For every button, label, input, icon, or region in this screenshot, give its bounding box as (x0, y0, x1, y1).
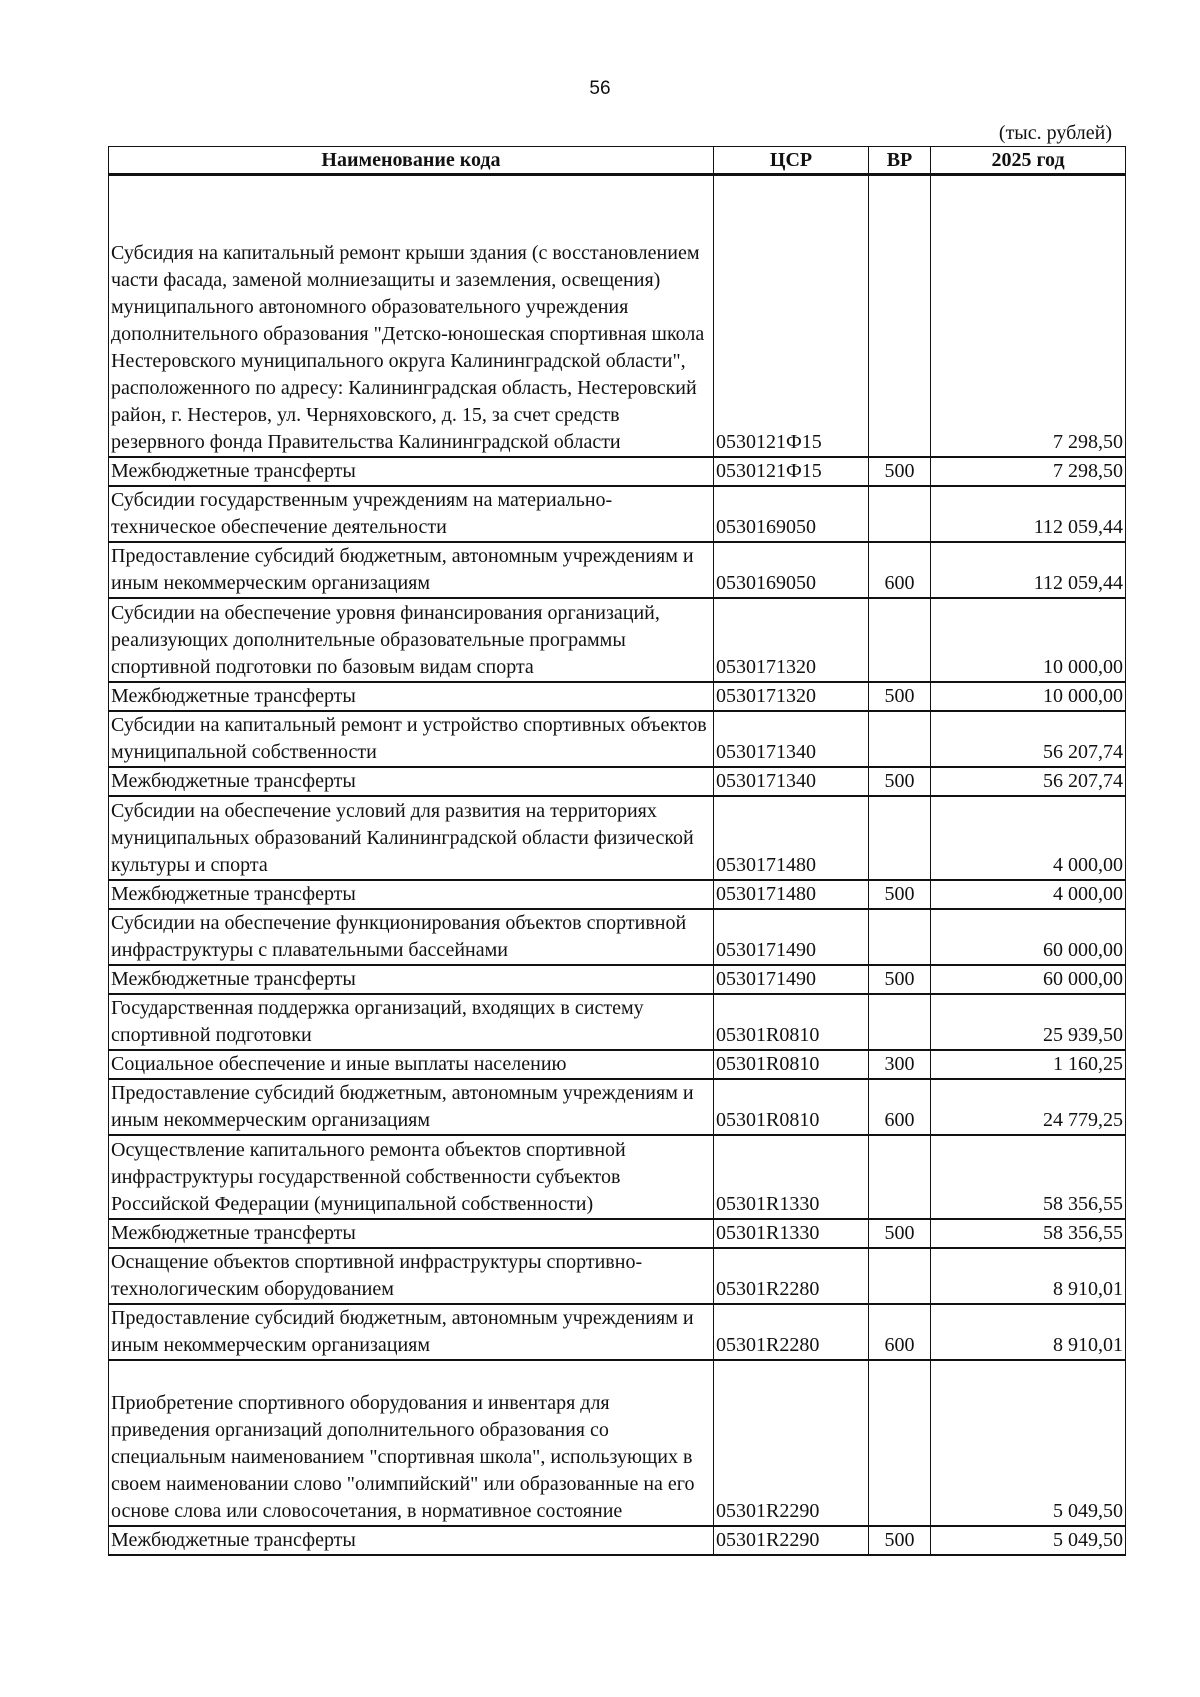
cell-csr: 0530171340 (714, 767, 869, 796)
cell-vr: 500 (869, 965, 931, 994)
cell-amount: 7 298,50 (931, 457, 1126, 486)
cell-vr (869, 486, 931, 542)
cell-amount: 1 160,25 (931, 1050, 1126, 1079)
table-row (109, 1050, 1126, 1079)
cell-name: Субсидия на капитальный ремонт крыши здания (с восстановлением части фасада, заменой молниезащиты и заземления, освещения) муниципального автономного образовательного учреждения дополнительного образования "Детско-юношеская спортивная школа Нестеровского муниципального округа Калининградской области", расположенного по адресу: Калининградская область, Нестеровский район, г. Нестеров, ул. Черняховского, д. 15, за счет средств резервного фонда Правительства Калининградской области (109, 175, 714, 457)
header-name: Наименование кода (109, 147, 714, 175)
table-row (109, 880, 1126, 909)
cell-name: Межбюджетные трансферты (109, 767, 714, 796)
cell-vr: 600 (869, 542, 931, 598)
cell-csr: 0530171340 (714, 711, 869, 767)
units-label: (тыс. рублей) (998, 122, 1112, 144)
cell-amount: 112 059,44 (931, 486, 1126, 542)
cell-amount: 60 000,00 (931, 909, 1126, 965)
cell-amount: 56 207,74 (931, 767, 1126, 796)
cell-vr: 500 (869, 1526, 931, 1555)
cell-name: Государственная поддержка организаций, входящих в систему спортивной подготовки (109, 994, 714, 1050)
cell-vr (869, 711, 931, 767)
cell-csr: 05301R2290 (714, 1360, 869, 1526)
table-row (109, 598, 1126, 682)
cell-name: Межбюджетные трансферты (109, 682, 714, 711)
cell-amount: 10 000,00 (931, 598, 1126, 682)
cell-amount: 10 000,00 (931, 682, 1126, 711)
cell-name: Субсидии на обеспечение условий для развития на территориях муниципальных образований Калининградской области физической культуры и спорта (109, 796, 714, 880)
budget-table (108, 146, 1126, 1556)
table-row (109, 1079, 1126, 1135)
table-row (109, 1304, 1126, 1360)
table-row (109, 711, 1126, 767)
cell-vr (869, 175, 931, 457)
cell-vr: 600 (869, 1304, 931, 1360)
cell-amount: 25 939,50 (931, 994, 1126, 1050)
cell-vr (869, 1135, 931, 1219)
cell-vr (869, 1248, 931, 1304)
cell-vr: 500 (869, 682, 931, 711)
cell-amount: 24 779,25 (931, 1079, 1126, 1135)
cell-csr: 0530171320 (714, 682, 869, 711)
cell-name: Субсидии на обеспечение функционирования объектов спортивной инфраструктуры с плавательными бассейнами (109, 909, 714, 965)
cell-csr: 0530171490 (714, 909, 869, 965)
cell-vr (869, 909, 931, 965)
cell-name: Предоставление субсидий бюджетным, автономным учреждениям и иным некоммерческим организациям (109, 1304, 714, 1360)
cell-name: Осуществление капитального ремонта объектов спортивной инфраструктуры государственной собственности субъектов Российской Федерации (муниципальной собственности) (109, 1135, 714, 1219)
cell-csr: 0530169050 (714, 542, 869, 598)
cell-csr: 0530169050 (714, 486, 869, 542)
table-row (109, 994, 1126, 1050)
table-row (109, 1248, 1126, 1304)
cell-amount: 4 000,00 (931, 796, 1126, 880)
cell-vr: 500 (869, 880, 931, 909)
cell-name: Предоставление субсидий бюджетным, автономным учреждениям и иным некоммерческим организациям (109, 1079, 714, 1135)
cell-csr: 0530121Ф15 (714, 175, 869, 457)
cell-name: Межбюджетные трансферты (109, 1526, 714, 1555)
cell-csr: 05301R1330 (714, 1135, 869, 1219)
cell-csr: 05301R2280 (714, 1304, 869, 1360)
table-row (109, 909, 1126, 965)
cell-name: Межбюджетные трансферты (109, 457, 714, 486)
cell-vr: 500 (869, 1219, 931, 1248)
table-row (109, 682, 1126, 711)
table-header-row (109, 147, 1126, 175)
cell-name: Субсидии государственным учреждениям на материально-техническое обеспечение деятельности (109, 486, 714, 542)
cell-vr: 500 (869, 767, 931, 796)
header-csr: ЦСР (714, 147, 869, 175)
table-row (109, 486, 1126, 542)
header-vr: ВР (869, 147, 931, 175)
table-row (109, 1526, 1126, 1555)
cell-vr (869, 796, 931, 880)
cell-csr: 0530171480 (714, 880, 869, 909)
cell-csr: 0530171320 (714, 598, 869, 682)
table-row (109, 796, 1126, 880)
cell-name: Межбюджетные трансферты (109, 965, 714, 994)
table-row (109, 175, 1126, 457)
cell-amount: 8 910,01 (931, 1304, 1126, 1360)
cell-csr: 05301R2290 (714, 1526, 869, 1555)
cell-vr (869, 598, 931, 682)
cell-amount: 112 059,44 (931, 542, 1126, 598)
page-number: 56 (589, 78, 611, 99)
cell-csr: 0530171480 (714, 796, 869, 880)
table-row (109, 767, 1126, 796)
cell-name: Субсидии на обеспечение уровня финансирования организаций, реализующих дополнительные образовательные программы спортивной подготовки по базовым видам спорта (109, 598, 714, 682)
table-row (109, 965, 1126, 994)
cell-amount: 56 207,74 (931, 711, 1126, 767)
cell-amount: 8 910,01 (931, 1248, 1126, 1304)
cell-vr: 300 (869, 1050, 931, 1079)
cell-name: Оснащение объектов спортивной инфраструктуры спортивно-технологическим оборудованием (109, 1248, 714, 1304)
cell-csr: 05301R0810 (714, 1079, 869, 1135)
cell-name: Межбюджетные трансферты (109, 880, 714, 909)
cell-name: Субсидии на капитальный ремонт и устройство спортивных объектов муниципальной собственности (109, 711, 714, 767)
table-row (109, 1360, 1126, 1526)
table-row (109, 1219, 1126, 1248)
cell-csr: 0530121Ф15 (714, 457, 869, 486)
table-row (109, 457, 1126, 486)
cell-amount: 60 000,00 (931, 965, 1126, 994)
cell-vr: 600 (869, 1079, 931, 1135)
cell-vr (869, 994, 931, 1050)
cell-amount: 5 049,50 (931, 1526, 1126, 1555)
table-row (109, 542, 1126, 598)
cell-csr: 0530171490 (714, 965, 869, 994)
header-year: 2025 год (931, 147, 1126, 175)
cell-amount: 4 000,00 (931, 880, 1126, 909)
cell-name: Социальное обеспечение и иные выплаты населению (109, 1050, 714, 1079)
cell-csr: 05301R0810 (714, 1050, 869, 1079)
cell-name: Межбюджетные трансферты (109, 1219, 714, 1248)
cell-csr: 05301R0810 (714, 994, 869, 1050)
cell-amount: 58 356,55 (931, 1135, 1126, 1219)
cell-amount: 58 356,55 (931, 1219, 1126, 1248)
cell-name: Предоставление субсидий бюджетным, автономным учреждениям и иным некоммерческим организациям (109, 542, 714, 598)
cell-vr: 500 (869, 457, 931, 486)
table-row (109, 1135, 1126, 1219)
cell-amount: 7 298,50 (931, 175, 1126, 457)
cell-amount: 5 049,50 (931, 1360, 1126, 1526)
cell-csr: 05301R2280 (714, 1248, 869, 1304)
cell-vr (869, 1360, 931, 1526)
cell-name: Приобретение спортивного оборудования и инвентаря для приведения организаций дополнительного образования со специальным наименованием "спортивная школа", использующих в своем наименовании слово "олимпийский" или образованные на его основе слова или словосочетания, в нормативное состояние (109, 1360, 714, 1526)
cell-csr: 05301R1330 (714, 1219, 869, 1248)
